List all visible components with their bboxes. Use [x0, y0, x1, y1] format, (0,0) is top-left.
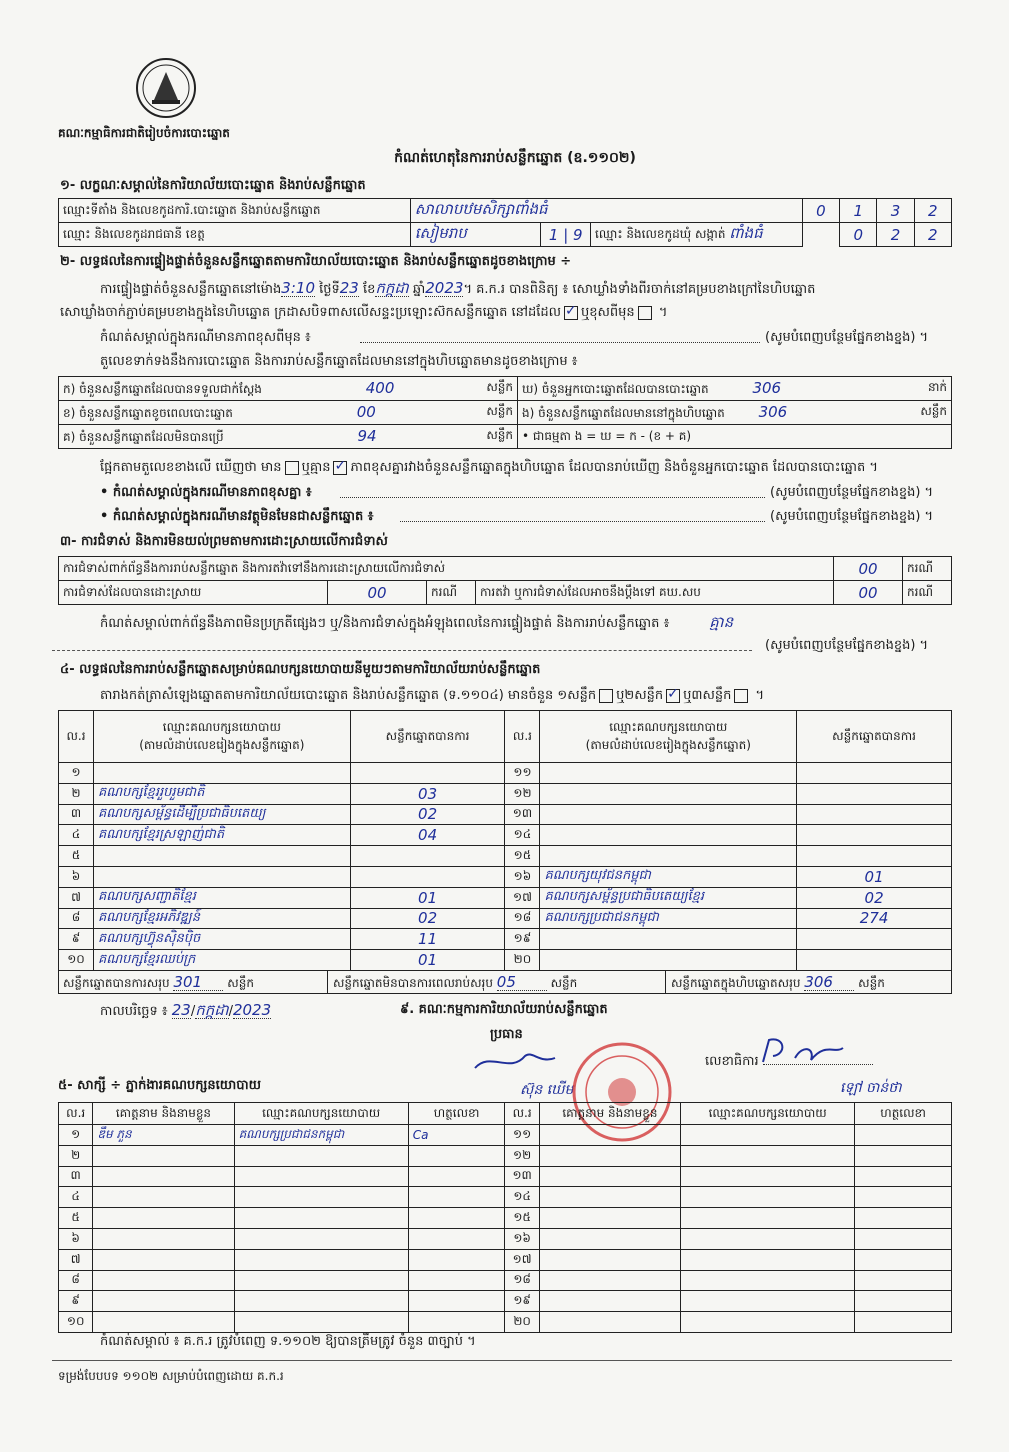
date-day[interactable]: 23	[171, 1001, 191, 1019]
table-row	[59, 950, 952, 971]
witness-signature[interactable]	[408, 1208, 505, 1229]
party-name[interactable]: គណបក្សប្រជាជនកម្ពុជា	[540, 908, 797, 929]
commune-digit[interactable]: 2	[914, 223, 951, 247]
irregularities-hint: (សូមបំពេញបន្ថែមផ្នែកខាងខ្នង) ។	[765, 638, 929, 653]
row-number: ១០	[59, 1312, 93, 1333]
row-number: ១៧	[505, 887, 540, 908]
box-ballots-value[interactable]: 306	[758, 402, 788, 421]
witness-party[interactable]	[234, 1166, 408, 1187]
row-number: ១១	[505, 763, 540, 784]
table-row	[59, 763, 952, 784]
witness-name[interactable]	[93, 1166, 234, 1187]
row-number: ៧	[59, 1249, 93, 1270]
diff-note-hint: (សូមបំពេញបន្ថែមផ្នែកខាងខ្នង) ។	[770, 485, 934, 500]
witness-signature[interactable]	[408, 1166, 505, 1187]
objections-label: ការជំទាស់ពាក់ព័ន្ធនឹងការរាប់សន្លឹកឆ្នោត និងការតវ៉ាទៅនឹងការដោះស្រាយលើការជំទាស់	[59, 557, 834, 581]
signatures-heading: ៩. គណៈកម្មការការិយាល័យរាប់សន្លឹកឆ្នោត	[400, 1002, 608, 1017]
table-row	[59, 1312, 952, 1333]
witness-name[interactable]	[93, 1312, 234, 1333]
row-number: ៨	[59, 1270, 93, 1291]
witness-signature[interactable]	[855, 1291, 952, 1312]
time-value[interactable]: 3:10	[281, 279, 315, 297]
witness-party[interactable]	[681, 1249, 855, 1270]
party-votes[interactable]: 04	[350, 825, 505, 846]
witness-name[interactable]	[539, 1166, 680, 1187]
col-no: ល.រ	[505, 711, 540, 763]
table-row	[59, 1208, 952, 1229]
row-number: ៩	[59, 929, 94, 950]
witness-signature[interactable]	[408, 1228, 505, 1249]
total-invalid-cell: សន្លឹកឆ្នោតមិនបានការពេលរាប់សរុប 05 សន្លឹក	[333, 973, 578, 991]
chair-name: ស៊ុន ឃើម	[520, 1082, 574, 1098]
table-row	[59, 1291, 952, 1312]
party-name[interactable]	[540, 804, 797, 825]
comparison-line: ផ្អែកតាមតួលេខខាងលើ ឃើញថា មាន ឬគ្មាន✓ ភាពខុសគ្នារវាងចំនួនសន្លឹកឆ្នោតក្នុងហិបឆ្នោត ដែលបានរាប់ឃើញ និងចំនួនអ្នកបោះឆ្នោត ដែលបានបោះឆ្នោត ។	[100, 460, 878, 476]
party-votes[interactable]	[797, 783, 952, 804]
resolved-unit: ករណី	[427, 581, 476, 605]
month-value[interactable]: កក្កដា	[375, 279, 409, 297]
party-votes[interactable]: 274	[797, 908, 952, 929]
table-row	[59, 908, 952, 929]
row-number: ១៣	[505, 804, 540, 825]
party-name[interactable]: គណបក្សសញ្ជាតិខ្មែរ	[93, 887, 350, 908]
witness-party[interactable]	[681, 1166, 855, 1187]
party-name[interactable]	[540, 783, 797, 804]
witness-signature[interactable]	[855, 1208, 952, 1229]
table-row	[59, 825, 952, 846]
row-number: ១៩	[505, 929, 540, 950]
form-title: កំណត់ហេតុនៃការរាប់សន្លឹកឆ្នោត (ឧ.១១០២)	[394, 150, 636, 166]
voters-row: ឃ) ចំនួនអ្នកបោះឆ្នោតដែលបានបោះឆ្នោត 306 នាក់	[518, 377, 952, 401]
witness-party[interactable]	[234, 1187, 408, 1208]
section-1-table	[58, 198, 952, 247]
witness-party[interactable]	[234, 1208, 408, 1229]
col-votes: សន្លឹកឆ្នោតបានការ	[350, 711, 505, 763]
location-digit[interactable]: 0	[802, 199, 839, 223]
total-box-value[interactable]: 306	[804, 974, 854, 991]
witness-party[interactable]	[681, 1125, 855, 1146]
location-value[interactable]: សាលាបឋមសិក្សាពាំងធំ	[410, 199, 802, 223]
irregularities-label: កំណត់សម្គាល់ពាក់ព័ន្ធនឹងភាពមិនប្រក្រតីផ្សេងៗ ឬ/និងការជំទាស់ក្នុងអំឡុងពេលនៃការផ្ទៀងផ្ទាត់ និងការរាប់សន្លឹកឆ្នោត ៖ គ្មាន	[100, 613, 734, 631]
secretary-label: លេខាធិការ	[705, 1054, 873, 1070]
row-number: ១២	[505, 1145, 539, 1166]
row-number: ១៦	[505, 1228, 539, 1249]
party-votes[interactable]	[350, 763, 505, 784]
total-invalid-value[interactable]: 05	[497, 974, 547, 991]
col-sign: ហត្ថលេខា	[855, 1103, 952, 1125]
difference-note-hint: (សូមបំពេញបន្ថែមផ្នែកខាងខ្នង) ។	[765, 330, 929, 345]
row-number: ៦	[59, 1228, 93, 1249]
location-digit[interactable]: 1	[840, 199, 877, 223]
unused-ballots-row: គ) ចំនួនសន្លឹកឆ្នោតដែលមិនបានប្រើ 94 សន្លឹក	[59, 425, 518, 449]
table-row	[59, 846, 952, 867]
province-value[interactable]: សៀមរាប	[410, 223, 541, 247]
witnesses-table	[58, 1102, 952, 1333]
witness-name[interactable]	[93, 1291, 234, 1312]
row-number: ៩	[59, 1291, 93, 1312]
date-line: កាលបរិច្ឆេទ ៖ 23/កក្កដា/2023	[100, 1001, 272, 1019]
verification-line-2: សោឃ្លាំងចាក់ភ្ជាប់គម្របខាងក្នុងនៃហិបឆ្នោត ក្រដាសបិទពាសលើសន្ទះប្រឡោះស៊កសន្លឹកឆ្នោត នៅដដែល✓ ឬខុសពីមុន ។	[60, 305, 667, 321]
col-sign: ហត្ថលេខា	[408, 1103, 505, 1125]
row-number: ១៤	[505, 825, 540, 846]
commune-cell	[591, 223, 803, 247]
witness-signature[interactable]	[855, 1270, 952, 1291]
row-number: ៤	[59, 1187, 93, 1208]
irregularities-line[interactable]	[52, 650, 752, 651]
total-box-cell: សន្លឹកឆ្នោតក្នុងហិបឆ្នោតសរុប 306 សន្លឹក	[671, 973, 885, 991]
row-number: ១៩	[505, 1291, 539, 1312]
committee-name: គណៈកម្មាធិការជាតិរៀបចំការបោះឆ្នោត	[58, 126, 230, 140]
no-difference-checkbox[interactable]	[333, 461, 347, 475]
witness-party[interactable]	[681, 1312, 855, 1333]
table-row	[59, 1166, 952, 1187]
resolved-value[interactable]: 00	[328, 581, 427, 605]
row-number: ៣	[59, 804, 94, 825]
witness-name[interactable]	[539, 1312, 680, 1333]
witness-signature[interactable]	[855, 1312, 952, 1333]
row-number: ៨	[59, 908, 94, 929]
row-number: ២០	[505, 950, 540, 971]
resolved-label: ការជំទាស់ដែលបានដោះស្រាយ	[59, 581, 328, 605]
secretary-name: ឡៅ ចាន់ថា	[840, 1080, 902, 1096]
table-row	[59, 1125, 952, 1146]
party-name[interactable]: គណបក្សខ្មែរស្រឡាញ់ជាតិ	[93, 825, 350, 846]
witness-signature[interactable]: Ca	[408, 1125, 505, 1146]
witness-party[interactable]	[234, 1312, 408, 1333]
section-3-heading: ៣- ការជំទាស់ និងការមិនយល់ព្រមតាមការដោះស្រាយលើការជំទាស់	[60, 534, 388, 549]
box-ballots-row: ង) ចំនួនសន្លឹកឆ្នោតដែលមាននៅក្នុងហិបឆ្នោត 306 សន្លឹក	[518, 401, 952, 425]
commune-digit[interactable]: 0	[840, 223, 877, 247]
formula: • ជាធម្មតា ង = ឃ = ក - (ខ + គ)	[518, 425, 952, 449]
witness-name[interactable]	[93, 1145, 234, 1166]
section-1-heading: ១- លក្ខណៈសម្គាល់នៃការិយាល័យបោះឆ្នោត និងរាប់សន្លឹកឆ្នោត	[60, 178, 366, 193]
col-party: ឈ្មោះគណបក្សនយោបាយ	[681, 1103, 855, 1125]
party-votes[interactable]: 02	[350, 908, 505, 929]
secretary-signature-icon	[755, 1034, 845, 1068]
verification-line-1: ការផ្ទៀងផ្ទាត់ចំនួនសន្លឹកឆ្នោតនៅម៉ោង3:10 ថ្ងៃទី23 ខែកក្កដា ឆ្នាំ2023។ គ.ក.រ បានពិនិត្យ ៖ សោឃ្លាំងទាំងពីរចាក់នៅគម្របខាងក្រៅនៃហិបឆ្នោត	[100, 279, 816, 297]
party-votes[interactable]: 02	[797, 887, 952, 908]
witness-name[interactable]	[539, 1125, 680, 1146]
party-votes[interactable]: 01	[350, 887, 505, 908]
witness-party[interactable]	[234, 1228, 408, 1249]
party-name[interactable]	[93, 763, 350, 784]
party-name[interactable]: គណបក្សសម្ព័ន្ធប្រជាធិបតេយ្យខ្មែរ	[540, 887, 797, 908]
witness-party[interactable]: គណបក្សប្រជាជនកម្ពុជា	[234, 1125, 408, 1146]
witness-signature[interactable]	[855, 1249, 952, 1270]
diff-note-label: • កំណត់សម្គាល់ក្នុងករណីមានភាពខុសគ្នា ៖	[100, 485, 312, 500]
party-votes[interactable]	[350, 846, 505, 867]
party-name[interactable]	[540, 929, 797, 950]
party-votes[interactable]	[797, 825, 952, 846]
row-number: ៤	[59, 825, 94, 846]
objections-table	[58, 556, 952, 605]
form-footer: ទម្រង់បែបបទ ១១០២ សម្រាប់បំពេញដោយ គ.ក.រ	[58, 1369, 284, 1383]
other-note-field[interactable]	[400, 521, 765, 522]
spoiled-ballots-value[interactable]: 00	[356, 402, 376, 421]
table-row	[59, 1187, 952, 1208]
row-number: ១	[59, 763, 94, 784]
has-difference-checkbox[interactable]	[285, 461, 299, 475]
table-row	[59, 1228, 952, 1249]
witness-party[interactable]	[681, 1291, 855, 1312]
row-number: ៦	[59, 866, 94, 887]
row-number: ១៨	[505, 1270, 539, 1291]
party-votes[interactable]: 03	[350, 783, 505, 804]
date-month[interactable]: កក្កដា	[195, 1001, 229, 1019]
row-number: ១	[59, 1125, 93, 1146]
witness-name[interactable]	[93, 1249, 234, 1270]
voters-value[interactable]: 306	[752, 378, 782, 397]
two-sheets-checkbox[interactable]	[666, 689, 680, 703]
location-digit[interactable]: 3	[877, 199, 914, 223]
witness-party[interactable]	[681, 1145, 855, 1166]
section-4-heading: ៤- លទ្ធផលនៃការរាប់សន្លឹកឆ្នោតសម្រាប់គណបក្សនយោបាយនីមួយៗតាមការិយាល័យរាប់សន្លឹកឆ្នោត	[60, 662, 541, 677]
party-votes[interactable]	[797, 804, 952, 825]
col-name: គោត្តនាម និងនាមខ្លួន	[539, 1103, 680, 1125]
party-name[interactable]	[93, 866, 350, 887]
chair-signature-icon	[470, 1046, 560, 1076]
party-votes[interactable]	[350, 866, 505, 887]
witness-signature[interactable]	[855, 1145, 952, 1166]
witness-party[interactable]	[681, 1187, 855, 1208]
row-number: ២	[59, 783, 94, 804]
row-number: ១៥	[505, 846, 540, 867]
row-number: ២	[59, 1145, 93, 1166]
table-row	[59, 1270, 952, 1291]
party-votes[interactable]	[797, 846, 952, 867]
witness-name[interactable]	[539, 1228, 680, 1249]
day-value[interactable]: 23	[339, 279, 359, 297]
party-name[interactable]	[540, 825, 797, 846]
table-row	[59, 1249, 952, 1270]
witness-signature[interactable]	[855, 1228, 952, 1249]
col-no: ល.រ	[59, 1103, 93, 1125]
commune-digit[interactable]: 2	[877, 223, 914, 247]
difference-note-field[interactable]	[360, 342, 760, 343]
party-votes[interactable]	[797, 929, 952, 950]
appeal-value[interactable]: 00	[834, 581, 903, 605]
row-number: ១៨	[505, 908, 540, 929]
figures-intro: តួលេខទាក់ទងនឹងការបោះឆ្នោត និងការរាប់សន្លឹកឆ្នោតដែលមាននៅក្នុងហិបឆ្នោតមានដូចខាងក្រោម ៖	[100, 354, 578, 369]
witness-signature[interactable]	[408, 1312, 505, 1333]
witness-signature[interactable]	[408, 1145, 505, 1166]
witness-party[interactable]	[234, 1291, 408, 1312]
section-2-heading: ២- លទ្ធផលនៃការផ្ទៀងផ្ទាត់ចំនួនសន្លឹកឆ្នោតតាមការិយាល័យបោះឆ្នោត និងរាប់សន្លឹកឆ្នោតដូចខាងក្រោម ÷	[60, 254, 572, 269]
witness-signature[interactable]	[408, 1270, 505, 1291]
irregularities-value[interactable]: គ្មាន	[709, 613, 734, 631]
row-number: ៣	[59, 1166, 93, 1187]
province-label: ឈ្មោះ និងលេខកូដរាជធានី ខេត្ត	[59, 223, 411, 247]
col-party: ឈ្មោះគណបក្សនយោបាយ (តាមលំដាប់លេខរៀងក្នុងសន្លឹកឆ្នោត)	[540, 711, 797, 763]
party-name[interactable]	[93, 846, 350, 867]
witness-name[interactable]	[539, 1145, 680, 1166]
total-valid-value[interactable]: 301	[173, 974, 223, 991]
objections-unit: ករណី	[903, 557, 952, 581]
spoiled-ballots-row: ខ) ចំនួនសន្លឹកឆ្នោតខូចពេលបោះឆ្នោត 00 សន្លឹក	[59, 401, 518, 425]
figures-table	[58, 376, 952, 449]
footer-note: កំណត់សម្គាល់ ៖ គ.ក.រ ត្រូវបំពេញ ទ.១១០២ ឱ្យបានត្រឹមត្រូវ ចំនួន ៣ច្បាប់ ។	[100, 1334, 476, 1349]
row-number: ១០	[59, 950, 94, 971]
col-party: ឈ្មោះគណបក្សនយោបាយ (តាមលំដាប់លេខរៀងក្នុងសន្លឹកឆ្នោត)	[93, 711, 350, 763]
col-party: ឈ្មោះគណបក្សនយោបាយ	[234, 1103, 408, 1125]
chair-label: ប្រធាន	[490, 1027, 523, 1042]
row-number: ១៥	[505, 1208, 539, 1229]
party-name[interactable]: គណបក្សខ្មែរអភិវឌ្ឍន៍	[93, 908, 350, 929]
footer-divider	[52, 1360, 952, 1361]
appeal-label: ការតវ៉ា ឬការជំទាស់ដែលអាចនឹងប្ដឹងទៅ គឃ.សប	[476, 581, 834, 605]
row-number: ១៤	[505, 1187, 539, 1208]
table-row	[59, 804, 952, 825]
witness-name[interactable]	[539, 1249, 680, 1270]
party-name[interactable]: គណបក្សសម្ព័ន្ធដើម្បីប្រជាធិបតេយ្យ	[93, 804, 350, 825]
row-number: ៥	[59, 1208, 93, 1229]
diff-note-field[interactable]	[340, 497, 765, 498]
other-note-label: • កំណត់សម្គាល់ក្នុងករណីមានវត្ថុមិនមែនជាសន្លឹកឆ្នោត ៖	[100, 509, 374, 524]
party-name[interactable]	[540, 950, 797, 971]
row-number: ៧	[59, 887, 94, 908]
witness-signature[interactable]	[408, 1291, 505, 1312]
different-checkbox[interactable]	[638, 306, 652, 320]
date-year[interactable]: 2023	[232, 1001, 272, 1019]
party-name[interactable]	[540, 846, 797, 867]
objections-value[interactable]: 00	[834, 557, 903, 581]
witness-name[interactable]	[539, 1291, 680, 1312]
table-row	[59, 1145, 952, 1166]
same-checkbox[interactable]	[564, 306, 578, 320]
party-name[interactable]	[540, 763, 797, 784]
col-name: គោត្តនាម និងនាមខ្លួន	[93, 1103, 234, 1125]
party-name[interactable]: គណបក្សហ៊្វុនស៊ិនប៉ិច	[93, 929, 350, 950]
difference-note-label: កំណត់សម្គាល់ក្នុងករណីមានភាពខុសពីមុន ៖	[100, 330, 311, 345]
witness-party[interactable]	[234, 1249, 408, 1270]
table-row	[59, 887, 952, 908]
party-votes[interactable]	[797, 950, 952, 971]
year-value[interactable]: 2023	[425, 279, 464, 297]
row-number: ១៦	[505, 866, 540, 887]
party-name[interactable]: គណបក្សយុវជនកម្ពុជា	[540, 866, 797, 887]
party-name[interactable]: គណបក្សខ្មែរឈប់ក្រ	[93, 950, 350, 971]
party-votes[interactable]: 01	[350, 950, 505, 971]
other-note-hint: (សូមបំពេញបន្ថែមផ្នែកខាងខ្នង) ។	[770, 509, 934, 524]
witness-name[interactable]	[93, 1187, 234, 1208]
three-sheets-checkbox[interactable]	[734, 689, 748, 703]
witness-party[interactable]	[234, 1270, 408, 1291]
appeal-unit: ករណី	[903, 581, 952, 605]
province-code[interactable]: 1 | 9	[541, 223, 591, 247]
party-name[interactable]: គណបក្សខ្មែររួបរួមជាតិ	[93, 783, 350, 804]
total-valid-cell: សន្លឹកឆ្នោតបានការសរុប 301 សន្លឹក	[63, 973, 254, 991]
col-no: ល.រ	[505, 1103, 539, 1125]
witness-party[interactable]	[681, 1270, 855, 1291]
committee-emblem-icon	[134, 56, 198, 120]
section-5-heading: ៥- សាក្សី ÷ ភ្នាក់ងារគណបក្សនយោបាយ	[58, 1078, 261, 1093]
party-votes[interactable]: 02	[350, 804, 505, 825]
party-votes[interactable]: 01	[797, 866, 952, 887]
table-row	[59, 929, 952, 950]
received-ballots-value[interactable]: 400	[365, 378, 395, 397]
tally-sheets-line: តារាងកត់ត្រាសំឡេងឆ្នោតតាមការិយាល័យបោះឆ្នោត និងរាប់សន្លឹកឆ្នោត (ទ.១១០៤) មានចំនួន ១សន្លឹក ឬ២សន្លឹក✓ ឬ៣សន្លឹក ។	[100, 688, 764, 704]
witness-name[interactable]	[539, 1187, 680, 1208]
witness-party[interactable]	[681, 1208, 855, 1229]
table-row	[59, 866, 952, 887]
received-ballots-row: ក) ចំនួនសន្លឹកឆ្នោតដែលបានទទួលជាក់ស្ដែង 400 សន្លឹក	[59, 377, 518, 401]
witness-party[interactable]	[234, 1145, 408, 1166]
col-votes: សន្លឹកឆ្នោតបានការ	[797, 711, 952, 763]
row-number: ១៧	[505, 1249, 539, 1270]
witness-party[interactable]	[681, 1228, 855, 1249]
witness-signature[interactable]	[855, 1125, 952, 1146]
row-number: ៥	[59, 846, 94, 867]
location-digit[interactable]: 2	[914, 199, 951, 223]
witness-name[interactable]	[539, 1208, 680, 1229]
col-no: ល.រ	[59, 711, 94, 763]
witness-signature[interactable]	[855, 1187, 952, 1208]
totals-row	[58, 970, 952, 994]
row-number: ១២	[505, 783, 540, 804]
witness-signature[interactable]	[408, 1187, 505, 1208]
party-votes[interactable]: 11	[350, 929, 505, 950]
results-table	[58, 710, 952, 971]
witness-signature[interactable]	[855, 1166, 952, 1187]
one-sheet-checkbox[interactable]	[599, 689, 613, 703]
party-votes[interactable]	[797, 763, 952, 784]
location-label: ឈ្មោះទីតាំង និងលេខកូដការិ.បោះឆ្នោត និងរាប់សន្លឹកឆ្នោត	[59, 199, 411, 223]
witness-name[interactable]: ឌឹម ភួន	[93, 1125, 234, 1146]
witness-name[interactable]	[93, 1208, 234, 1229]
table-row	[59, 783, 952, 804]
witness-name[interactable]	[539, 1270, 680, 1291]
unused-ballots-value[interactable]: 94	[357, 426, 377, 445]
commune-label: ឈ្មោះ និងលេខកូដឃុំ សង្កាត់	[595, 226, 726, 241]
row-number: ១១	[505, 1125, 539, 1146]
witness-name[interactable]	[93, 1270, 234, 1291]
commune-value[interactable]: ពាំងធំ	[729, 223, 763, 242]
row-number: ២០	[505, 1312, 539, 1333]
witness-signature[interactable]	[408, 1249, 505, 1270]
witness-name[interactable]	[93, 1228, 234, 1249]
row-number: ១៣	[505, 1166, 539, 1187]
